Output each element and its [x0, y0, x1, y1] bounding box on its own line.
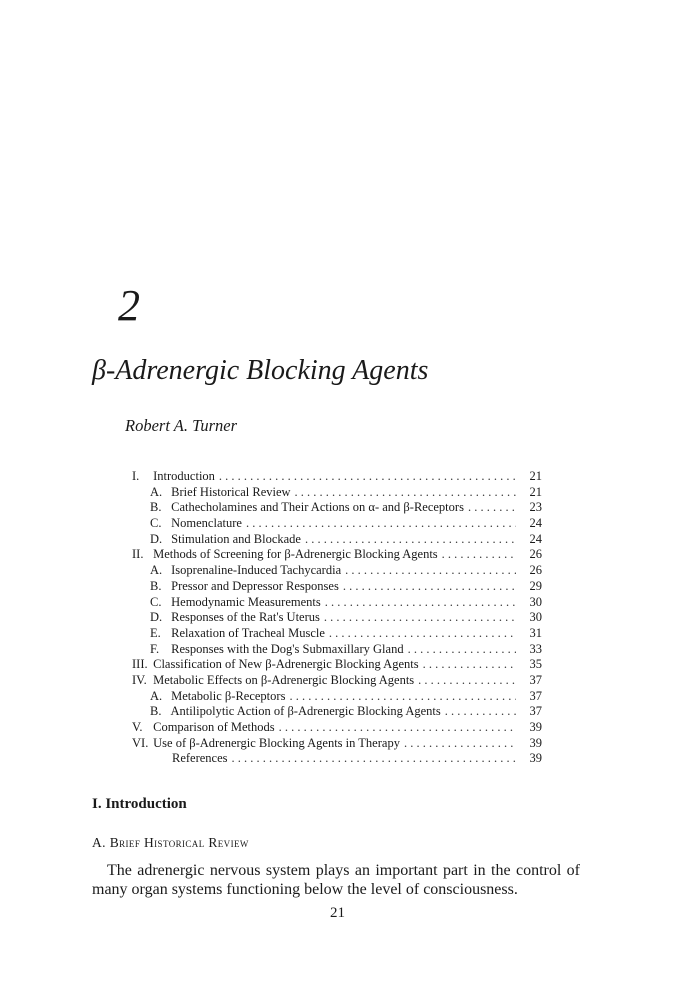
toc-entry — [132, 485, 542, 501]
toc-entry-title: Isoprenaline-Induced Tachycardia — [171, 563, 342, 578]
toc-entry-page: 21 — [529, 484, 542, 499]
toc-entry-title: Nomenclature — [171, 516, 242, 531]
toc-entry-label — [132, 657, 419, 673]
toc-entry-number: B. — [150, 704, 162, 719]
toc-entry — [132, 704, 542, 720]
toc-entry — [132, 516, 542, 532]
toc-entry-title: Stimulation and Blockade — [171, 531, 301, 546]
toc-entry-title: Metabolic Effects on β-Adrenergic Blocking Agents — [153, 672, 415, 687]
toc-entry-title: Cathecholamines and Their Actions on α- and β-Receptors — [171, 500, 464, 515]
toc-entry-title: Relaxation of Tracheal Muscle — [171, 625, 325, 640]
subsection-heading — [92, 836, 249, 850]
toc-leader-dots — [325, 595, 516, 611]
toc-leader-dots — [324, 610, 516, 626]
toc-entry-label — [132, 720, 275, 736]
toc-entry-number: E. — [150, 625, 161, 640]
subsection-title: Brief Historical Review — [109, 835, 249, 850]
toc-entry-number: V. — [132, 720, 143, 734]
toc-leader-dots — [219, 469, 516, 485]
toc-entry-title: Hemodynamic Measurements — [171, 594, 321, 609]
toc-entry-title: Responses with the Dog's Submaxillary Gland — [171, 641, 404, 656]
toc-entry-page: 24 — [529, 531, 542, 546]
toc-leader-dots — [289, 689, 516, 705]
toc-entry-title: Antilipolytic Action of β-Adrenergic Blocking Agents — [170, 704, 441, 719]
toc-entry-label — [150, 500, 464, 516]
toc-entry-title: Pressor and Depressor Responses — [171, 578, 339, 593]
toc-entry-number: C. — [150, 516, 162, 531]
toc-entry-page: 37 — [529, 688, 542, 703]
toc-entry-page: 39 — [529, 720, 542, 734]
toc-leader-dots — [442, 547, 516, 563]
toc-leader-dots — [408, 642, 516, 658]
toc-entry — [132, 751, 542, 767]
toc-entry-title: Use of β-Adrenergic Blocking Agents in Therapy — [153, 735, 400, 750]
toc-entry-label — [150, 689, 285, 705]
toc-entry-label — [132, 469, 215, 485]
toc-entry-page: 29 — [529, 578, 542, 593]
author: Robert A. Turner — [125, 416, 237, 435]
toc-entry-number: B. — [150, 578, 162, 593]
toc-leader-dots — [279, 720, 516, 736]
toc-entry-label — [150, 595, 321, 611]
toc-entry-label — [150, 579, 339, 595]
toc-entry — [132, 736, 542, 752]
toc-entry-title: Metabolic β-Receptors — [171, 688, 286, 703]
toc-entry-page: 31 — [529, 625, 542, 640]
toc-leader-dots — [305, 532, 516, 548]
toc-entry-page: 26 — [529, 547, 542, 562]
toc-entry-number: III. — [132, 657, 148, 672]
toc-entry-number: B. — [150, 500, 162, 515]
chapter-number: 2 — [118, 281, 140, 330]
toc-entry-title: Brief Historical Review — [171, 484, 291, 499]
toc-leader-dots — [418, 673, 516, 689]
toc-entry-number: IV. — [132, 672, 147, 687]
toc-leader-dots — [343, 579, 516, 595]
toc-entry-number: F. — [150, 641, 160, 656]
toc-entry-page: 37 — [529, 704, 542, 719]
toc-entry-page: 39 — [529, 735, 542, 750]
toc-leader-dots — [329, 626, 516, 642]
toc-entry-title: Classification of New β-Adrenergic Blocking Agents — [153, 657, 419, 672]
toc-leader-dots — [345, 563, 516, 579]
toc-entry — [132, 595, 542, 611]
toc-leader-dots — [468, 500, 516, 516]
toc-entry-number: A. — [150, 688, 163, 703]
toc-leader-dots — [423, 657, 516, 673]
toc-entry-number: D. — [150, 610, 163, 625]
toc-entry-label — [150, 563, 341, 579]
page-number: 21 — [330, 905, 345, 921]
toc-entry — [132, 500, 542, 516]
toc-entry-page: 33 — [529, 641, 542, 656]
toc-entry — [132, 579, 542, 595]
toc-entry-page: 24 — [529, 516, 542, 531]
toc-leader-dots — [232, 751, 516, 767]
toc-entry-label — [172, 751, 228, 767]
toc-entry-title: References — [172, 751, 228, 766]
toc-entry — [132, 547, 542, 563]
toc-entry — [132, 626, 542, 642]
toc-entry-label — [132, 673, 414, 689]
toc-entry-number: A. — [150, 484, 163, 499]
toc-entry — [132, 657, 542, 673]
toc-entry-page: 30 — [529, 594, 542, 609]
toc-entry-number: D. — [150, 531, 163, 546]
toc-entry-label — [150, 532, 301, 548]
toc-entry-label — [150, 516, 242, 532]
toc-entry-title: Responses of the Rat's Uterus — [171, 610, 320, 625]
toc-entry-page: 35 — [529, 657, 542, 672]
toc-entry-label — [150, 626, 325, 642]
toc-entry-number: II. — [132, 547, 144, 562]
toc-entry — [132, 642, 542, 658]
section-heading: I. Introduction — [92, 796, 187, 812]
toc-leader-dots — [246, 516, 516, 532]
toc-leader-dots — [404, 736, 516, 752]
toc-entry-label — [150, 704, 441, 720]
toc-entry-number: A. — [150, 563, 163, 578]
toc-entry-page: 30 — [529, 610, 542, 625]
toc-entry — [132, 610, 542, 626]
toc-entry-page: 39 — [529, 751, 542, 766]
toc-entry — [132, 673, 542, 689]
toc-entry — [132, 563, 542, 579]
toc-entry-label — [150, 610, 320, 626]
toc-entry — [132, 469, 542, 485]
toc-entry — [132, 532, 542, 548]
toc-entry-page: 37 — [529, 672, 542, 687]
body-paragraph: The adrenergic nervous system plays an important part in the control of many organ systems functioning below the level of consciousness. — [92, 862, 580, 898]
toc-entry-title: Methods of Screening for β-Adrenergic Blocking Agents — [153, 547, 438, 562]
chapter-title: β-Adrenergic Blocking Agents — [92, 355, 429, 386]
toc-entry-page: 21 — [529, 469, 542, 483]
toc-entry — [132, 689, 542, 705]
toc-entry-number: VI. — [132, 735, 149, 750]
toc-entry-title: Introduction — [153, 469, 215, 483]
toc-entry — [132, 720, 542, 736]
toc-entry-label — [150, 642, 404, 658]
toc-entry-page: 23 — [529, 500, 542, 515]
subsection-letter: A. — [92, 835, 106, 850]
toc-entry-label — [132, 736, 400, 752]
toc-entry-label — [132, 547, 438, 563]
toc-entry-label — [150, 485, 291, 501]
toc-entry-title: Comparison of Methods — [153, 720, 275, 734]
toc-entry-number: I. — [132, 469, 140, 483]
toc-entry-number: C. — [150, 594, 162, 609]
toc-leader-dots — [445, 704, 516, 720]
toc-entry-page: 26 — [529, 563, 542, 578]
toc-leader-dots — [295, 485, 516, 501]
table-of-contents — [132, 469, 542, 767]
